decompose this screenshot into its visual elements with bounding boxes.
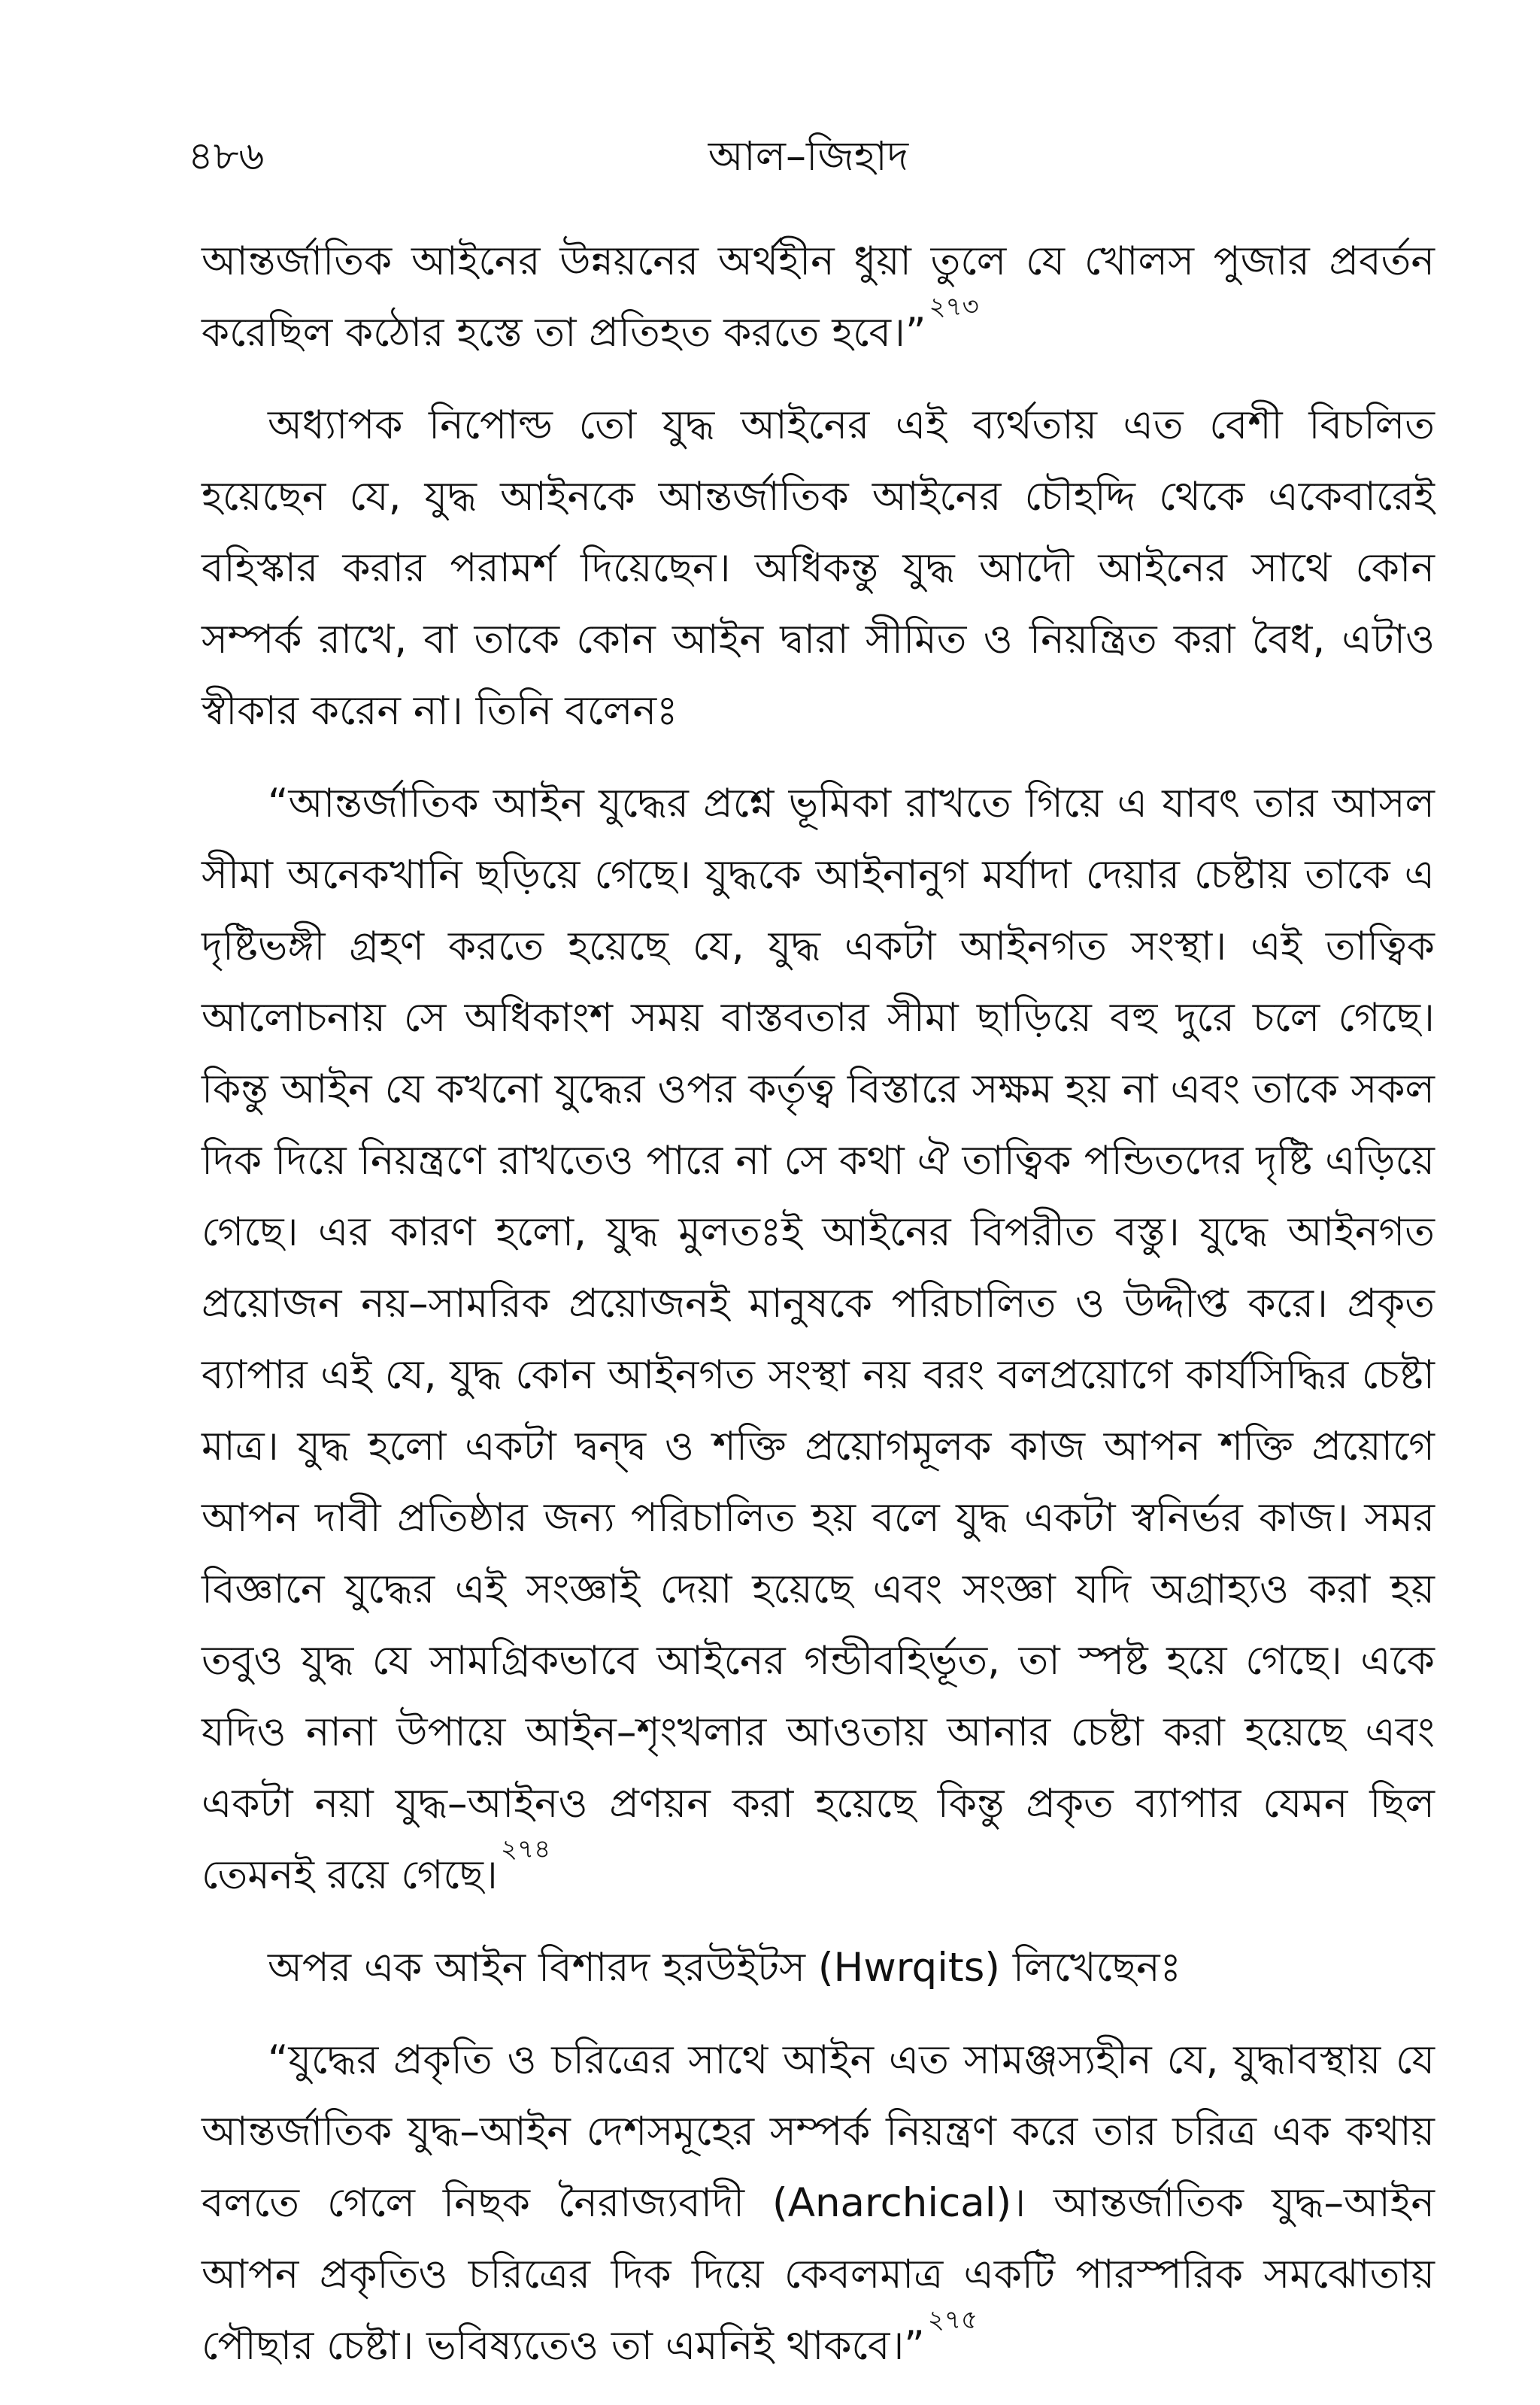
footnote-marker: ২৭৪ [500,1834,551,1865]
paragraph-nippold [202,390,1435,747]
body-text [202,226,1435,2382]
paragraph-text: “আন্তর্জাতিক আইন যুদ্ধের প্রশ্নে ভূমিকা রাখতে গিয়ে এ যাবৎ তার আসল সীমা অনেকখানি ছড়িয়ে গেছে। যুদ্ধকে আইনানুগ মর্যাদা দেয়ার চেষ্টায় তাকে এ দৃষ্টিভঙ্গী গ্রহণ করতে হয়েছে যে, যুদ্ধ একটা আইনগত সংস্থা। এই তাত্বিক আলোচনায় সে অধিকাংশ সময় বাস্তবতার সীমা ছাড়িয়ে বহু দুরে চলে গেছে। কিন্তু আইন যে কখনো যুদ্ধের ওপর কর্তৃত্ব বিস্তারে সক্ষম হয় না এবং তাকে সকল দিক দিয়ে নিয়ন্ত্রণে রাখতেও পারে না সে কথা ঐ তাত্বিক পন্ডিতদের দৃষ্টি এড়িয়ে গেছে। এর কারণ হলো, যুদ্ধ মুলতঃই আইনের বিপরীত বস্তু। যুদ্ধে আইনগত প্রয়োজন নয়–সামরিক প্রয়োজনই মানুষকে পরিচালিত ও উদ্দীপ্ত করে। প্রকৃত ব্যাপার এই যে, যুদ্ধ কোন আইনগত সংস্থা নয় বরং বলপ্রয়োগে কার্যসিদ্ধির চেষ্টা মাত্র। যুদ্ধ হলো একটা দ্বন্দ্ব ও শক্তি প্রয়োগমূলক কাজ আপন শক্তি প্রয়োগে আপন দাবী প্রতিষ্ঠার জন্য পরিচালিত হয় বলে যুদ্ধ একটা স্বনির্ভর কাজ। সমর বিজ্ঞানে যুদ্ধের এই সংজ্ঞাই দেয়া হয়েছে এবং সংজ্ঞা যদি অগ্রাহ্যও করা হয় তবুও যুদ্ধ যে সামগ্রিকভাবে আইনের গন্ডীবহির্ভূত, তা স্পষ্ট হয়ে গেছে। একে যদিও নানা উপায়ে আইন–শৃংখলার আওতায় আনার চেষ্টা করা হয়েছে এবং একটা নয়া যুদ্ধ–আইনও প্রণয়ন করা হয়েছে কিন্তু প্রকৃত ব্যাপার যেমন ছিল তেমনই রয়ে গেছে। [202,781,1435,1898]
paragraph-hurwitz-intro [202,1932,1435,2003]
page-number: ৪৮৬ [188,134,265,179]
paragraph-text: “যুদ্ধের প্রকৃতি ও চরিত্রের সাথে আইন এত সামঞ্জস্যহীন যে, যুদ্ধাবস্থায় যে আন্তর্জাতিক যুদ্ধ–আইন দেশসমূহের সম্পর্ক নিয়ন্ত্রণ করে তার চরিত্র এক কথায় বলতে গেলে নিছক নৈরাজ্যবাদী (Anarchical)। আন্তর্জাতিক যুদ্ধ–আইন আপন প্রকৃতিও চরিত্রের দিক দিয়ে কেবলমাত্র একটি পারস্পরিক সমঝোতায় পৌছার চেষ্টা। ভবিষ্যতেও তা এমনিই থাকবে।” [202,2037,1435,2369]
paragraph-text: অপর এক আইন বিশারদ হরউইটস (Hwrqits) লিখেছেনঃ [268,1945,1181,1991]
paragraph-text: অধ্যাপক নিপোল্ড তো যুদ্ধ আইনের এই ব্যর্থতায় এত বেশী বিচলিত হয়েছেন যে, যুদ্ধ আইনকে আন্তর্জাতিক আইনের চৌহদ্দি থেকে একেবারেই বহিস্কার করার পরামর্শ দিয়েছেন। অধিকন্তু যুদ্ধ আদৌ আইনের সাথে কোন সম্পর্ক রাখে, বা তাকে কোন আইন দ্বারা সীমিত ও নিয়ন্ত্রিত করা বৈধ, এটাও স্বীকার করেন না। তিনি বলেনঃ [202,402,1435,734]
paragraph-continued-quote [202,226,1435,368]
footnote-marker: ২৭৩ [929,292,979,323]
paragraph-text: আন্তর্জাতিক আইনের উন্নয়নের অর্থহীন ধুয়া তুলে যে খোলস পুজার প্রবর্তন করেছিল কঠোর হস্তে তা প্রতিহত করতে হবে।” [202,238,1435,356]
paragraph-quote-hurwitz [202,2024,1435,2382]
paragraph-quote-nippold [202,768,1435,1911]
running-title: আল–জিহাদ [708,132,909,180]
running-header [188,126,1429,187]
footnote-marker: ২৭৫ [927,2305,978,2336]
